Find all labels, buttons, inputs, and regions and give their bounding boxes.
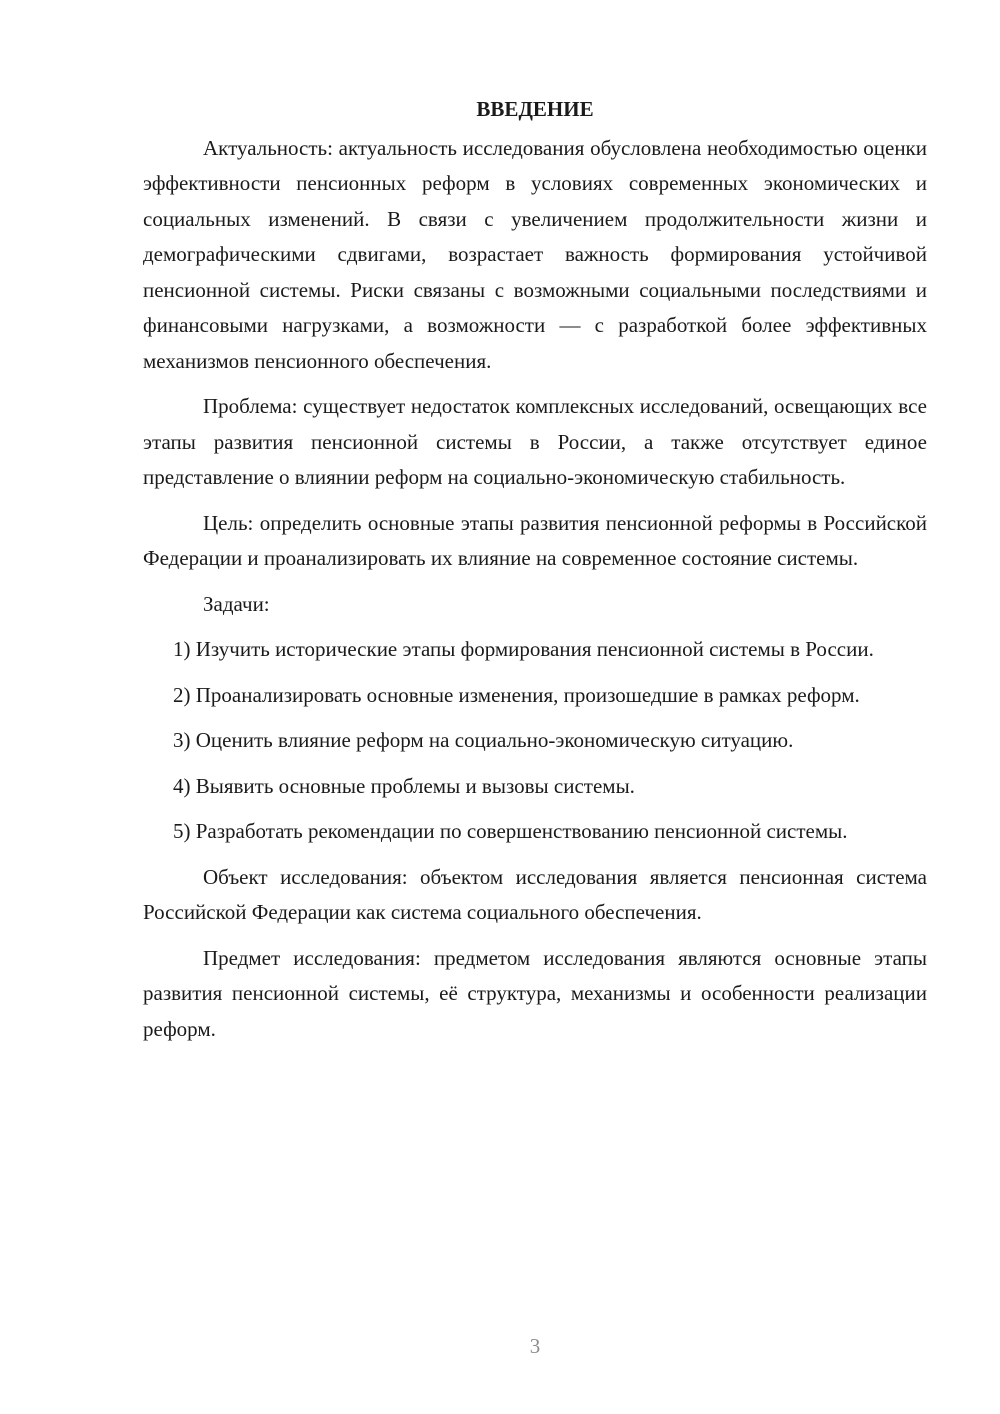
section-heading: ВВЕДЕНИЕ [476, 97, 594, 121]
subject-paragraph: Предмет исследования: предметом исследования являются основные этапы развития пенсионной системы, её структура, механизмы и особенности реализации реформ. [143, 945, 927, 1041]
task-item: 3) Оценить влияние реформ на социально-экономическую ситуацию. [173, 728, 794, 752]
task-item: 5) Разработать рекомендации по совершенствованию пенсионной системы. [173, 819, 848, 843]
problem-paragraph: Проблема: существует недостаток комплексных исследований, освещающих все этапы развития пенсионной системы в России, а также отсутствует единое представление о влиянии реформ на социально-экономическую стабильность. [143, 394, 927, 489]
task-item: 4) Выявить основные проблемы и вызовы системы. [173, 773, 635, 798]
task-item: 2) Проанализировать основные изменения, произошедшие в рамках реформ. [173, 682, 860, 707]
tasks-heading: Задачи: [203, 591, 270, 616]
page-number: 3 [529, 1334, 541, 1358]
page-content [143, 92, 927, 1057]
task-item: 1) Изучить исторические этапы формирования пенсионной системы в России. [173, 637, 874, 661]
object-paragraph: Объект исследования: объектом исследования является пенсионная система Российской Федерации как система социального обеспечения. [143, 864, 927, 924]
relevance-paragraph: Актуальность: актуальность исследования обусловлена необходимостью оценки эффективности пенсионных реформ в условиях современных экономических и социальных изменений. В связи с увеличением продолжительности жизни и демографическими сдвигами, возрастает важность формирования устойчивой пенсионной системы. Риски связаны с возможными социальными последствиями и финансовыми нагрузками, а возможности — с разработкой более эффективных механизмов пенсионного обеспечения. [143, 135, 927, 373]
goal-paragraph: Цель: определить основные этапы развития пенсионной реформы в Российской Федерации и проанализировать их влияние на современное состояние системы. [143, 510, 927, 570]
